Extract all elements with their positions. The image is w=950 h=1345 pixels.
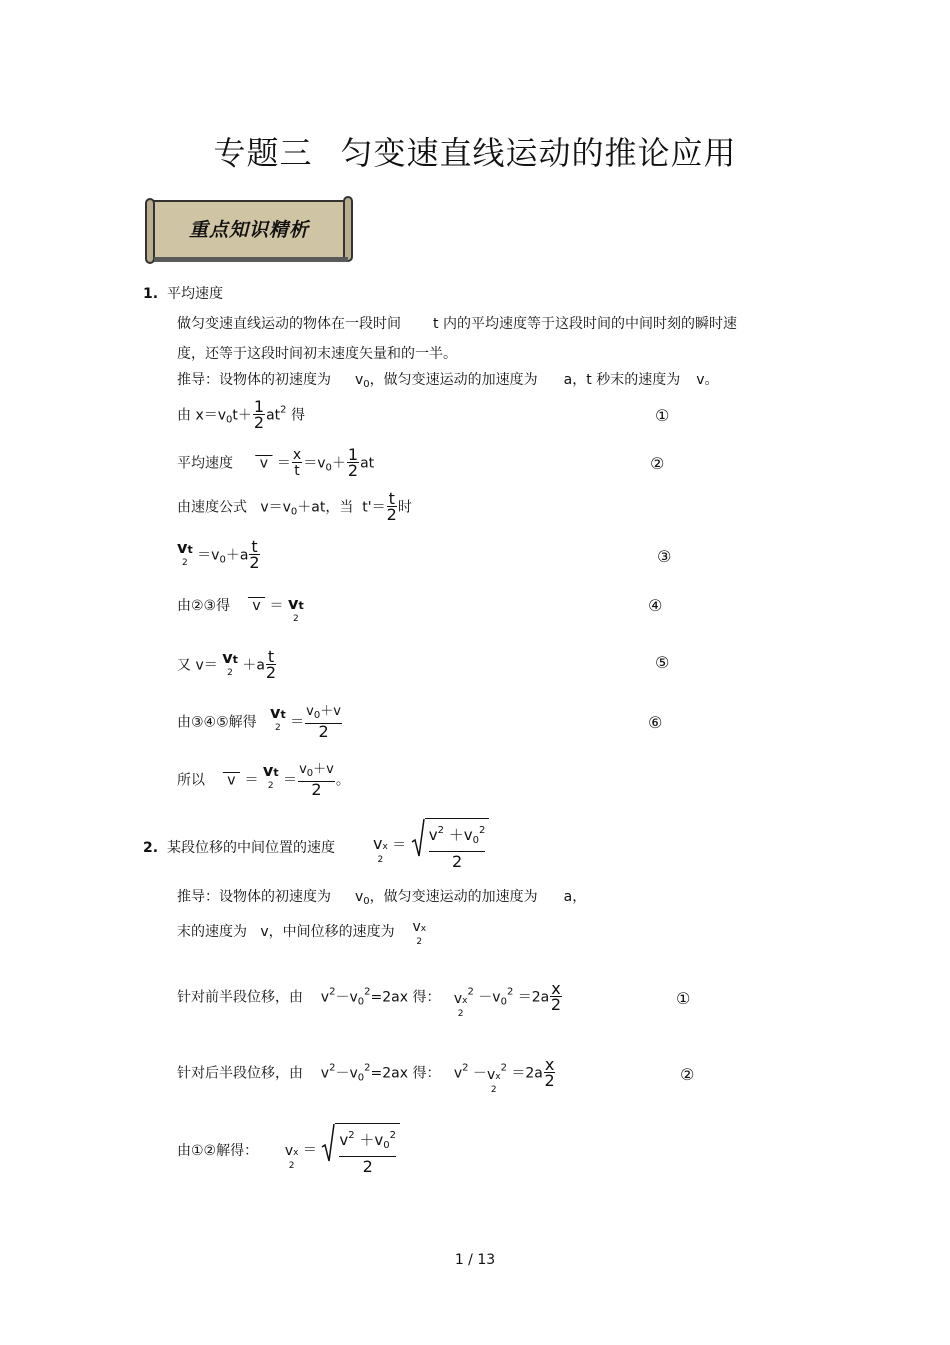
s1-equation-4: vt 2 $=v_0+a$ $\frac{t}{2}$: [177, 537, 260, 572]
section-1-heading: 1. 平均速度: [143, 286, 223, 302]
page-title: [0, 128, 950, 174]
equation-marker-3: ③: [657, 547, 672, 566]
section-2-heading: 2. 某段位移的中间位置的速度: [143, 840, 335, 856]
section-2-number: 2: [143, 840, 153, 856]
title-part-2: 匀变速直线运动的推论应用: [340, 134, 737, 172]
equation-marker-2: ②: [650, 454, 665, 473]
s1-equation-5: 由②③得 v ＝ vt 2: [177, 594, 304, 624]
s1-equation-8: 所以 v ＝ vt 2 ＝ $\frac{v_0+v}{2}$ 。: [177, 761, 350, 799]
page-number: 1 / 13: [454, 1252, 496, 1268]
section-1-title: 平均速度: [166, 286, 223, 302]
equation-marker-5: ⑤: [655, 653, 670, 672]
s1-equation-2: 平均速度 v ＝ $\frac{x}{t}$ $=v_0+$ $\frac{1}{2}$ at: [177, 445, 375, 480]
section-banner: [142, 195, 356, 267]
s1-paragraph-line-1: 做匀变速直线运动的物体在一段时间 t 内的平均速度等于这段时间的中间时刻的瞬时速: [177, 316, 737, 332]
s1-equation-1: 由 $x=v_0t+$ $\frac{1}{2}$ $at^2$ 得: [177, 397, 305, 432]
section-2-title: 某段位移的中间位置的速度: [166, 840, 335, 856]
equation-marker-6: ⑥: [648, 713, 663, 732]
s2-equation-marker-1: ①: [676, 989, 691, 1008]
s1-derivation-intro: 推导：设物体的初速度为 $v_0$，做匀变速运动的加速度为 a，t 秒末的速度为 v。: [177, 372, 719, 390]
s1-equation-6: 又 v＝ vt 2 ＋a $\frac{t}{2}$: [177, 647, 277, 682]
section-1-number: 1: [143, 286, 153, 302]
s2-derivation-line-2: 末的速度为 v，中间位移的速度为 vx 2: [177, 919, 427, 947]
s2-derivation-intro: 推导：设物体的初速度为 $v_0$，做匀变速运动的加速度为 a，: [177, 889, 587, 907]
s2-equation-marker-2: ②: [680, 1065, 695, 1084]
title-part-1: 专题三: [213, 134, 313, 172]
banner-label: 重点知识精析: [188, 219, 309, 241]
s1-equation-7: 由③④⑤解得 vt 2 ＝ $\frac{v_0+v}{2}$: [177, 703, 341, 741]
s1-paragraph-line-2: 度，还等于这段时间初末速度矢量和的一半。: [177, 346, 457, 362]
equation-marker-4: ④: [648, 596, 663, 615]
equation-marker-1: ①: [655, 406, 670, 425]
s2-back-half-equation: 针对后半段位移，由 $v^2-v_0^2=2ax$ 得： $v^2$ － vx 2 $^2$ ＝2a $\frac{x}{2}$: [177, 1055, 555, 1095]
s2-heading-formula: vx 2 ＝ $\frac{v^2 +v_0^2}{2}$: [373, 818, 489, 873]
s1-equation-3: 由速度公式 $v=v_0+at$，当 t'＝ $\frac{t}{2}$ 时: [177, 489, 412, 524]
s2-solution-equation: 由①②解得： vx 2 ＝ $\frac{v^2 +v_0^2}{2}$: [177, 1123, 400, 1178]
s2-front-half-equation: 针对前半段位移，由 $v^2-v_0^2=2ax$ 得： vx 2 $^2 -v_0^2 =2a$ $\frac{x}{2}$: [177, 979, 562, 1019]
